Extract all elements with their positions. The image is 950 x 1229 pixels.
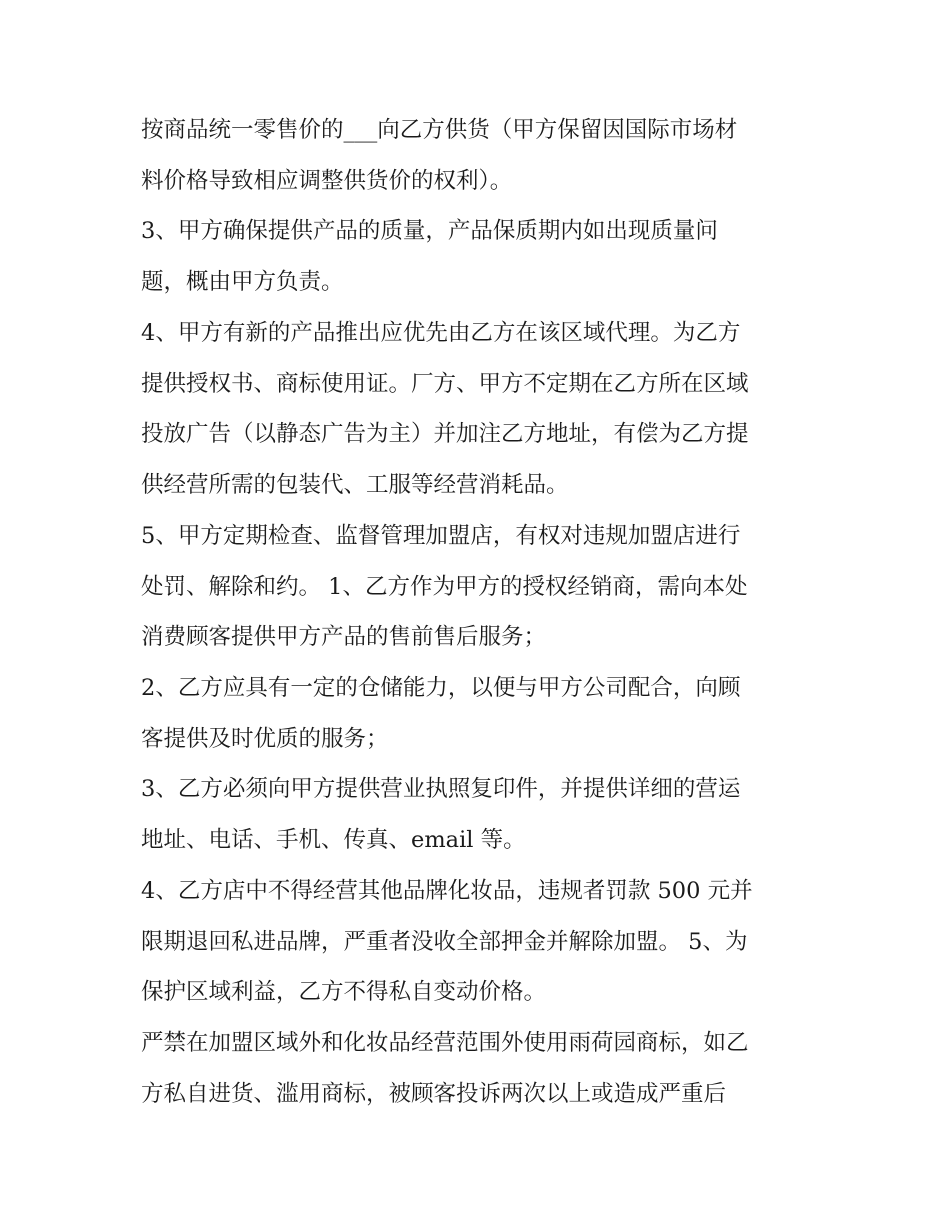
- text-line: 按商品统一零售价的___向乙方供货（甲方保留因国际市场材: [141, 117, 738, 143]
- text-line: 限期退回私进品牌，严重者没收全部押金并解除加盟。 5、为: [141, 929, 748, 955]
- text-line: 2、乙方应具有一定的仓储能力，以便与甲方公司配合，向顾: [141, 675, 741, 701]
- text-line: 提供授权书、商标使用证。厂方、甲方不定期在乙方所在区域: [141, 371, 749, 397]
- text-line: 题，概由甲方负责。: [141, 269, 344, 295]
- text-line: 供经营所需的包装代、工服等经营消耗品。: [141, 472, 569, 498]
- text-line: 方私自进货、滥用商标，被顾客投诉两次以上或造成严重后: [141, 1081, 727, 1107]
- text-line: 3、乙方必须向甲方提供营业执照复印件，并提供详细的营运: [141, 776, 741, 802]
- text-line: 客提供及时优质的服务；: [141, 726, 389, 752]
- text-line: 料价格导致相应调整供货价的权利）。: [141, 168, 513, 194]
- text-line: 地址、电话、手机、传真、email 等。: [141, 827, 526, 853]
- text-line: 保护区域利益，乙方不得私自变动价格。: [141, 979, 547, 1005]
- text-line: 处罚、解除和约。 1、乙方作为甲方的授权经销商，需向本处: [141, 574, 748, 600]
- text-line: 4、甲方有新的产品推出应优先由乙方在该区域代理。为乙方: [141, 320, 741, 346]
- text-line: 投放广告（以静态广告为主）并加注乙方地址，有偿为乙方提: [141, 421, 749, 447]
- text-line: 3、甲方确保提供产品的质量，产品保质期内如出现质量问: [141, 218, 718, 244]
- text-line: 消费顾客提供甲方产品的售前售后服务；: [141, 624, 547, 650]
- text-line: 严禁在加盟区域外和化妆品经营范围外使用雨荷园商标，如乙: [141, 1030, 749, 1056]
- text-line: 4、乙方店中不得经营其他品牌化妆品，违规者罚款 500 元并: [141, 878, 753, 904]
- text-line: 5、甲方定期检查、监督管理加盟店，有权对违规加盟店进行: [141, 523, 741, 549]
